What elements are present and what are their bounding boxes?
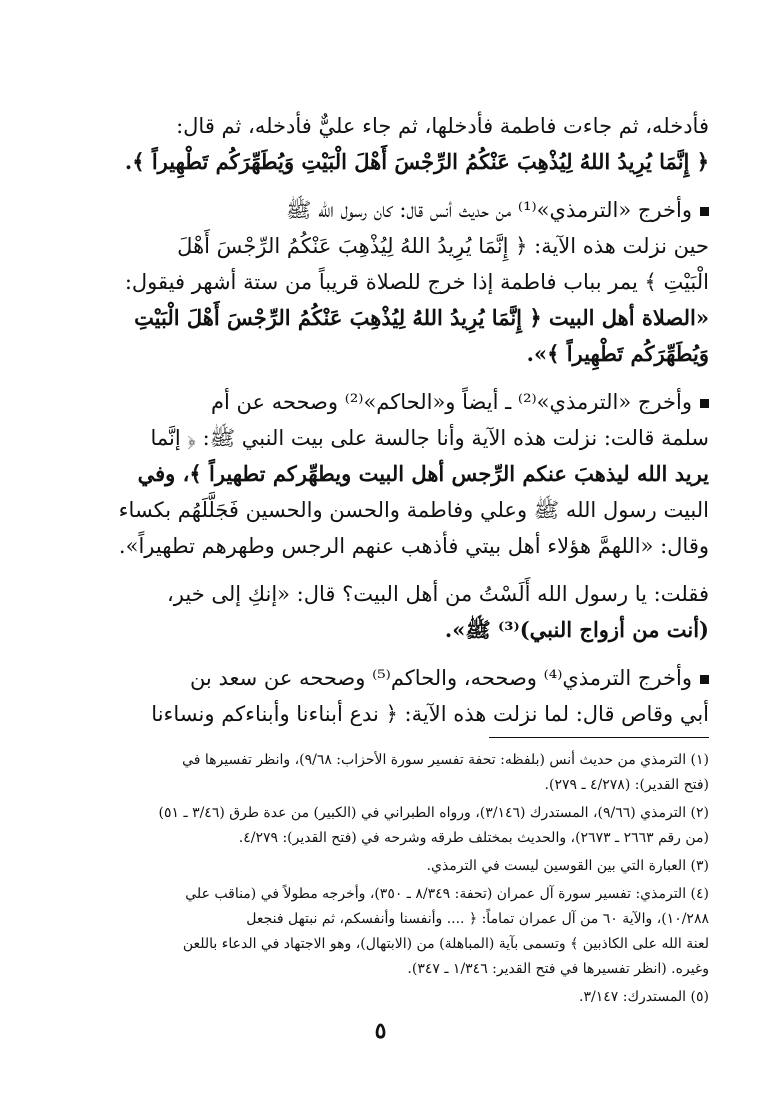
paragraph-line: وأخرج الترمذي⁽⁴⁾ وصححه، والحاكم⁽⁵⁾ وصححه عن سعد بن — [64, 660, 709, 696]
quran-verse-line — [64, 144, 709, 180]
paragraph-line: يريد الله ليذهبَ عنكم الرِّجس أهل البيت ويطهِّركم تطهيراً ﴾، وفي — [137, 461, 709, 486]
paragraph-5 — [64, 660, 709, 732]
paragraph-line: وقال: «اللهمَّ هؤلاء أهل بيتي فأذهب عنهم الرجس وطهرهم تطهيراً». — [118, 534, 709, 558]
footnote-line: وغيره. (انظر تفسيرها في فتح القدير: ١/٣٤٦ ـ ٣٤٧). — [407, 961, 709, 977]
main-text — [64, 108, 709, 744]
paragraph-line: الْبَيْتِ ﴾ يمر بباب فاطمة إذا خرج للصلاة قريباً من ستة أشهر فيقول: — [124, 270, 709, 294]
paragraph-1 — [64, 108, 709, 180]
footnote-line: (من رقم ٢٦٦٣ ـ ٢٦٧٣)، والحديث بمختلف طرقه وشرحه في (فتح القدير): ٤/٢٧٩. — [238, 830, 709, 846]
paragraph-line: وأخرج «الترمذي»⁽²⁾ ـ أيضاً و«الحاكم»⁽²⁾ وصححه عن أم — [64, 384, 709, 420]
footnote-4 — [64, 882, 709, 982]
footnote-line: (فتح القدير): (٤/٢٧٨ ـ ٢٧٩). — [544, 777, 709, 793]
paragraph-line: فقلت: يا رسول الله أَلَسْتُ من أهل البيت؟ قال: «إنكِ إلى خير، — [167, 582, 709, 606]
footnote-3 — [64, 854, 709, 879]
footnote-separator — [489, 737, 709, 738]
paragraph-3 — [64, 384, 709, 564]
footnote-line: (١) الترمذي من حديث أنس (بلفظه: تحفة تفسير سورة الأحزاب: ٩/٦٨)، وانظر تفسيرها في — [182, 752, 709, 768]
square-bullet-icon — [700, 399, 709, 408]
footnote-line: ١٠/٢٨٨)، والآية ٦٠ من آل عمران تماماً: ﴿ .... وأنفسنا وأنفسكم، ثم نبتهل فنجعل — [246, 911, 709, 927]
footnotes — [64, 748, 709, 1013]
page-number: ٥ — [374, 1018, 387, 1044]
footnote-line: لعنة الله على الكاذبين ﴾ وتسمى بآية (المباهلة) من (الابتهال)، وهو الاجتهاد في الدعاء باللعن — [182, 936, 709, 952]
footnote-line: (٢) الترمذي (٩/٦٦)، المستدرك (٣/١٤٦)، ورواه الطبراني في (الكبير) من عدة طرق (٣/٤٦ ـ ٥١) — [158, 805, 709, 821]
paragraph-line: فأدخله، ثم جاءت فاطمة فأدخلها، ثم جاء عليٌّ فأدخله، ثم قال: — [176, 114, 709, 138]
footnote-line: (٤) الترمذي: تفسير سورة آل عمران (تحفة: ٨/٣٤٩ ـ ٣٥٠)، وأخرجه مطولاً في (مناقب علي — [185, 886, 709, 902]
paragraph-4 — [64, 576, 709, 648]
quran-verse: ﴿ إِنَّمَا يُرِيدُ اللهُ لِيُذْهِبَ عَنْكُمُ الرِّجْسَ أَهْلَ الْبَيْتِ وَيُطَهِّرَكُم تَطْهِيراً ﴾. — [124, 149, 709, 174]
paragraph-line: «الصلاة أهل البيت ﴿ إِنَّمَا يُرِيدُ اللهُ لِيُذْهِبَ عَنْكُمُ الرِّجْسَ أَهْلَ الْبَيْتِ — [134, 305, 709, 330]
paragraph-line: حين نزلت هذه الآية: ﴿ إِنَّمَا يُرِيدُ اللهُ لِيُذْهِبَ عَنْكُمُ الرِّجْسَ أَهْلَ — [177, 234, 709, 258]
footnote-line: (٥) المستدرك: ٣/١٤٧. — [579, 989, 709, 1005]
paragraph-line: وأخرج «الترمذي»⁽¹⁾ من حديث أنس قال: كان رسول الله ﷺ — [64, 192, 709, 228]
paragraph-line: أبي وقاص قال: لما نزلت هذه الآية: ﴿ ندع أبناءنا وأبناءكم ونساءنا — [151, 702, 709, 726]
footnote-1 — [64, 748, 709, 798]
paragraph-line: (أنت من أزواج النبي)⁽³⁾ ﷺ». — [444, 617, 709, 642]
paragraph-line: البيت رسول الله ﷺ وعلي وفاطمة والحسن والحسين فَجَلَّلَهُم بكساء — [118, 498, 709, 522]
paragraph-line: وَيُطَهِّرَكُم تَطْهِيراً ﴾». — [526, 341, 709, 366]
square-bullet-icon — [700, 675, 709, 684]
square-bullet-icon — [700, 207, 709, 216]
footnote-2 — [64, 801, 709, 851]
paragraph-2 — [64, 192, 709, 372]
footnote-line: (٣) العبارة التي بين القوسين ليست في الترمذي. — [426, 858, 709, 874]
footnote-5 — [64, 985, 709, 1010]
paragraph-line: سلمة قالت: نزلت هذه الآية وأنا جالسة على بيت النبي ﷺ: ﴿ إنَّما — [150, 426, 709, 450]
